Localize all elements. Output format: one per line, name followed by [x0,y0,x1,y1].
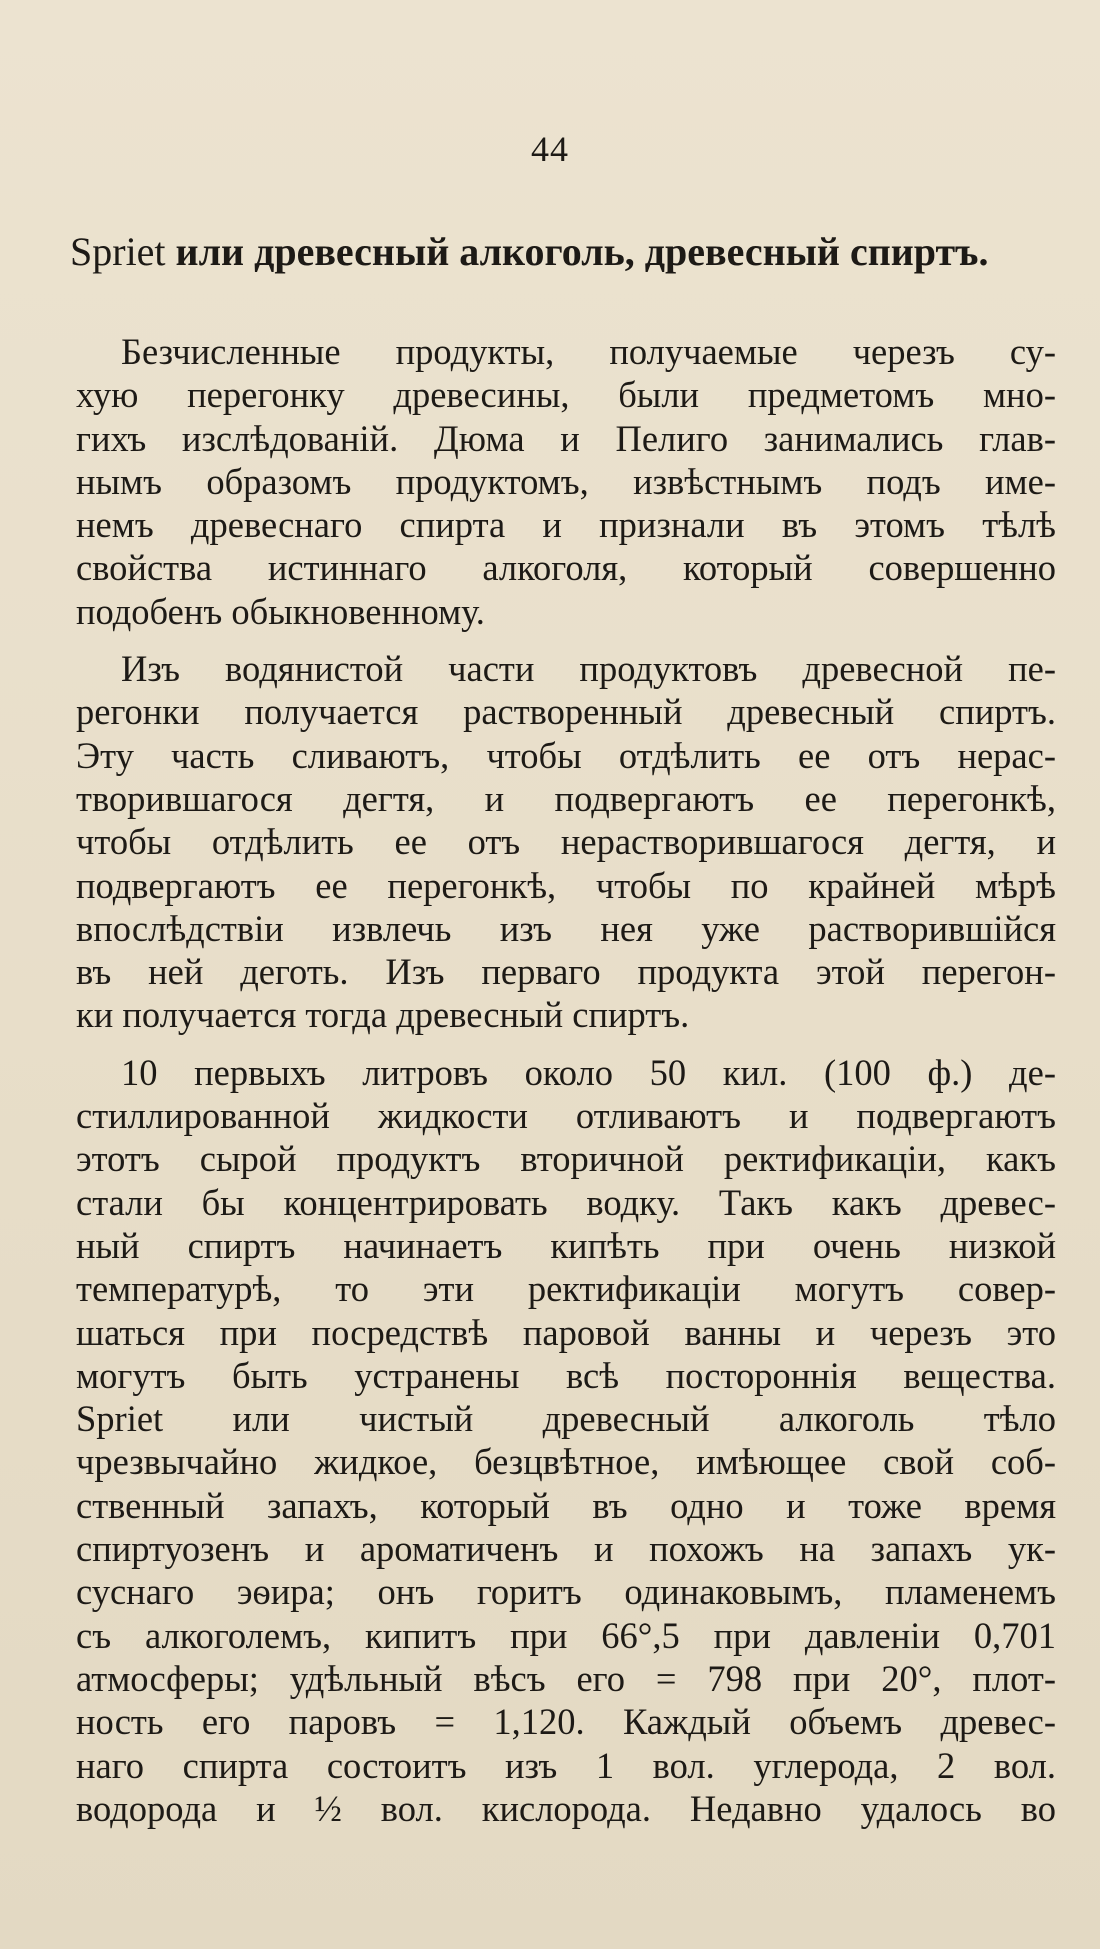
text-line: 10 первыхъ литровъ около 50 кил. (100 ф.) де- [121,1051,1056,1093]
text-line: шаться при посредствѣ паровой ванны и черезъ это [76,1311,1056,1353]
text-line: могутъ быть устранены всѣ постороннія вещества. [76,1354,1056,1396]
text-line: атмосферы; удѣльный вѣсъ его = 798 при 20°, плот- [76,1657,1056,1699]
text-line: впослѣдствіи извлечь изъ нея уже растворившійся [76,907,1056,949]
page-number: 44 [531,129,569,169]
text-line: въ ней деготь. Изъ перваго продукта этой перегон- [76,951,1056,993]
text-line: ки получается тогда древесный спиртъ. [76,994,690,1036]
text-line: Безчисленные продукты, получаемые черезъ су- [121,331,1056,372]
heading-latin: Spriet [70,229,166,274]
text-line: гихъ изслѣдованій. Дюма и Пелиго занимались глав- [76,417,1056,459]
text-line: Spriet или чистый древесный алкоголь тѣло [76,1398,1056,1440]
text-line: водорода и ½ вол. кислорода. Недавно удалось во [76,1787,1056,1829]
text-line: ственный запахъ, который въ одно и тоже время [76,1484,1056,1526]
text-line: ность его паровъ = 1,120. Каждый объемъ древес- [76,1701,1056,1743]
text-line: температурѣ, то эти ректификаціи могутъ совер- [76,1268,1056,1310]
text-line: ный спиртъ начинаетъ кипѣть при очень низкой [76,1224,1056,1266]
text-line: Эту часть сливаютъ, чтобы отдѣлить ее отъ нерас- [76,734,1056,776]
text-line: чтобы отдѣлить ее отъ нерастворившагося дегтя, и [76,821,1056,863]
text-line: регонки получается растворенный древесный спиртъ. [76,691,1056,733]
text-line: нымъ образомъ продуктомъ, извѣстнымъ подъ име- [76,460,1056,502]
text-line: творившагося дегтя, и подвергаютъ ее перегонкѣ, [76,777,1056,819]
text-line: наго спирта состоитъ изъ 1 вол. углерода, 2 вол. [76,1744,1056,1786]
text-line: чрезвычайно жидкое, безцвѣтное, имѣющее свой соб- [76,1441,1056,1483]
text-line: стали бы концентрировать водку. Такъ какъ древес- [76,1181,1056,1223]
section-heading [70,228,1060,275]
text-line: стиллированной жидкости отливаютъ и подвергаютъ [76,1095,1056,1137]
text-line: съ алкоголемъ, кипитъ при 66°,5 при давленіи 0,701 [76,1614,1056,1656]
paragraph [76,330,1056,633]
heading-rest: или древесный алкоголь, древесный спиртъ. [175,229,989,274]
paragraph [76,647,1056,1037]
text-line: Изъ водянистой части продуктовъ древесной пе- [121,648,1056,690]
text-line: хую перегонку древесины, были предметомъ мно- [76,374,1056,416]
text-line: немъ древеснаго спирта и признали въ этомъ тѣлѣ [76,504,1056,546]
text-line: спиртуозенъ и ароматиченъ и похожъ на запахъ ук- [76,1528,1056,1570]
text-line: подвергаютъ ее перегонкѣ, чтобы по крайней мѣрѣ [76,864,1056,906]
text-line: свойства истиннаго алкоголя, который совершенно [76,547,1056,589]
text-line: этотъ сырой продуктъ вторичной ректификаціи, какъ [76,1138,1056,1180]
text-line: суснаго эѳира; онъ горитъ одинаковымъ, пламенемъ [76,1571,1056,1613]
text-line: подобенъ обыкновенному. [76,590,485,632]
body-text [76,330,1056,1830]
paragraph [76,1051,1056,1830]
